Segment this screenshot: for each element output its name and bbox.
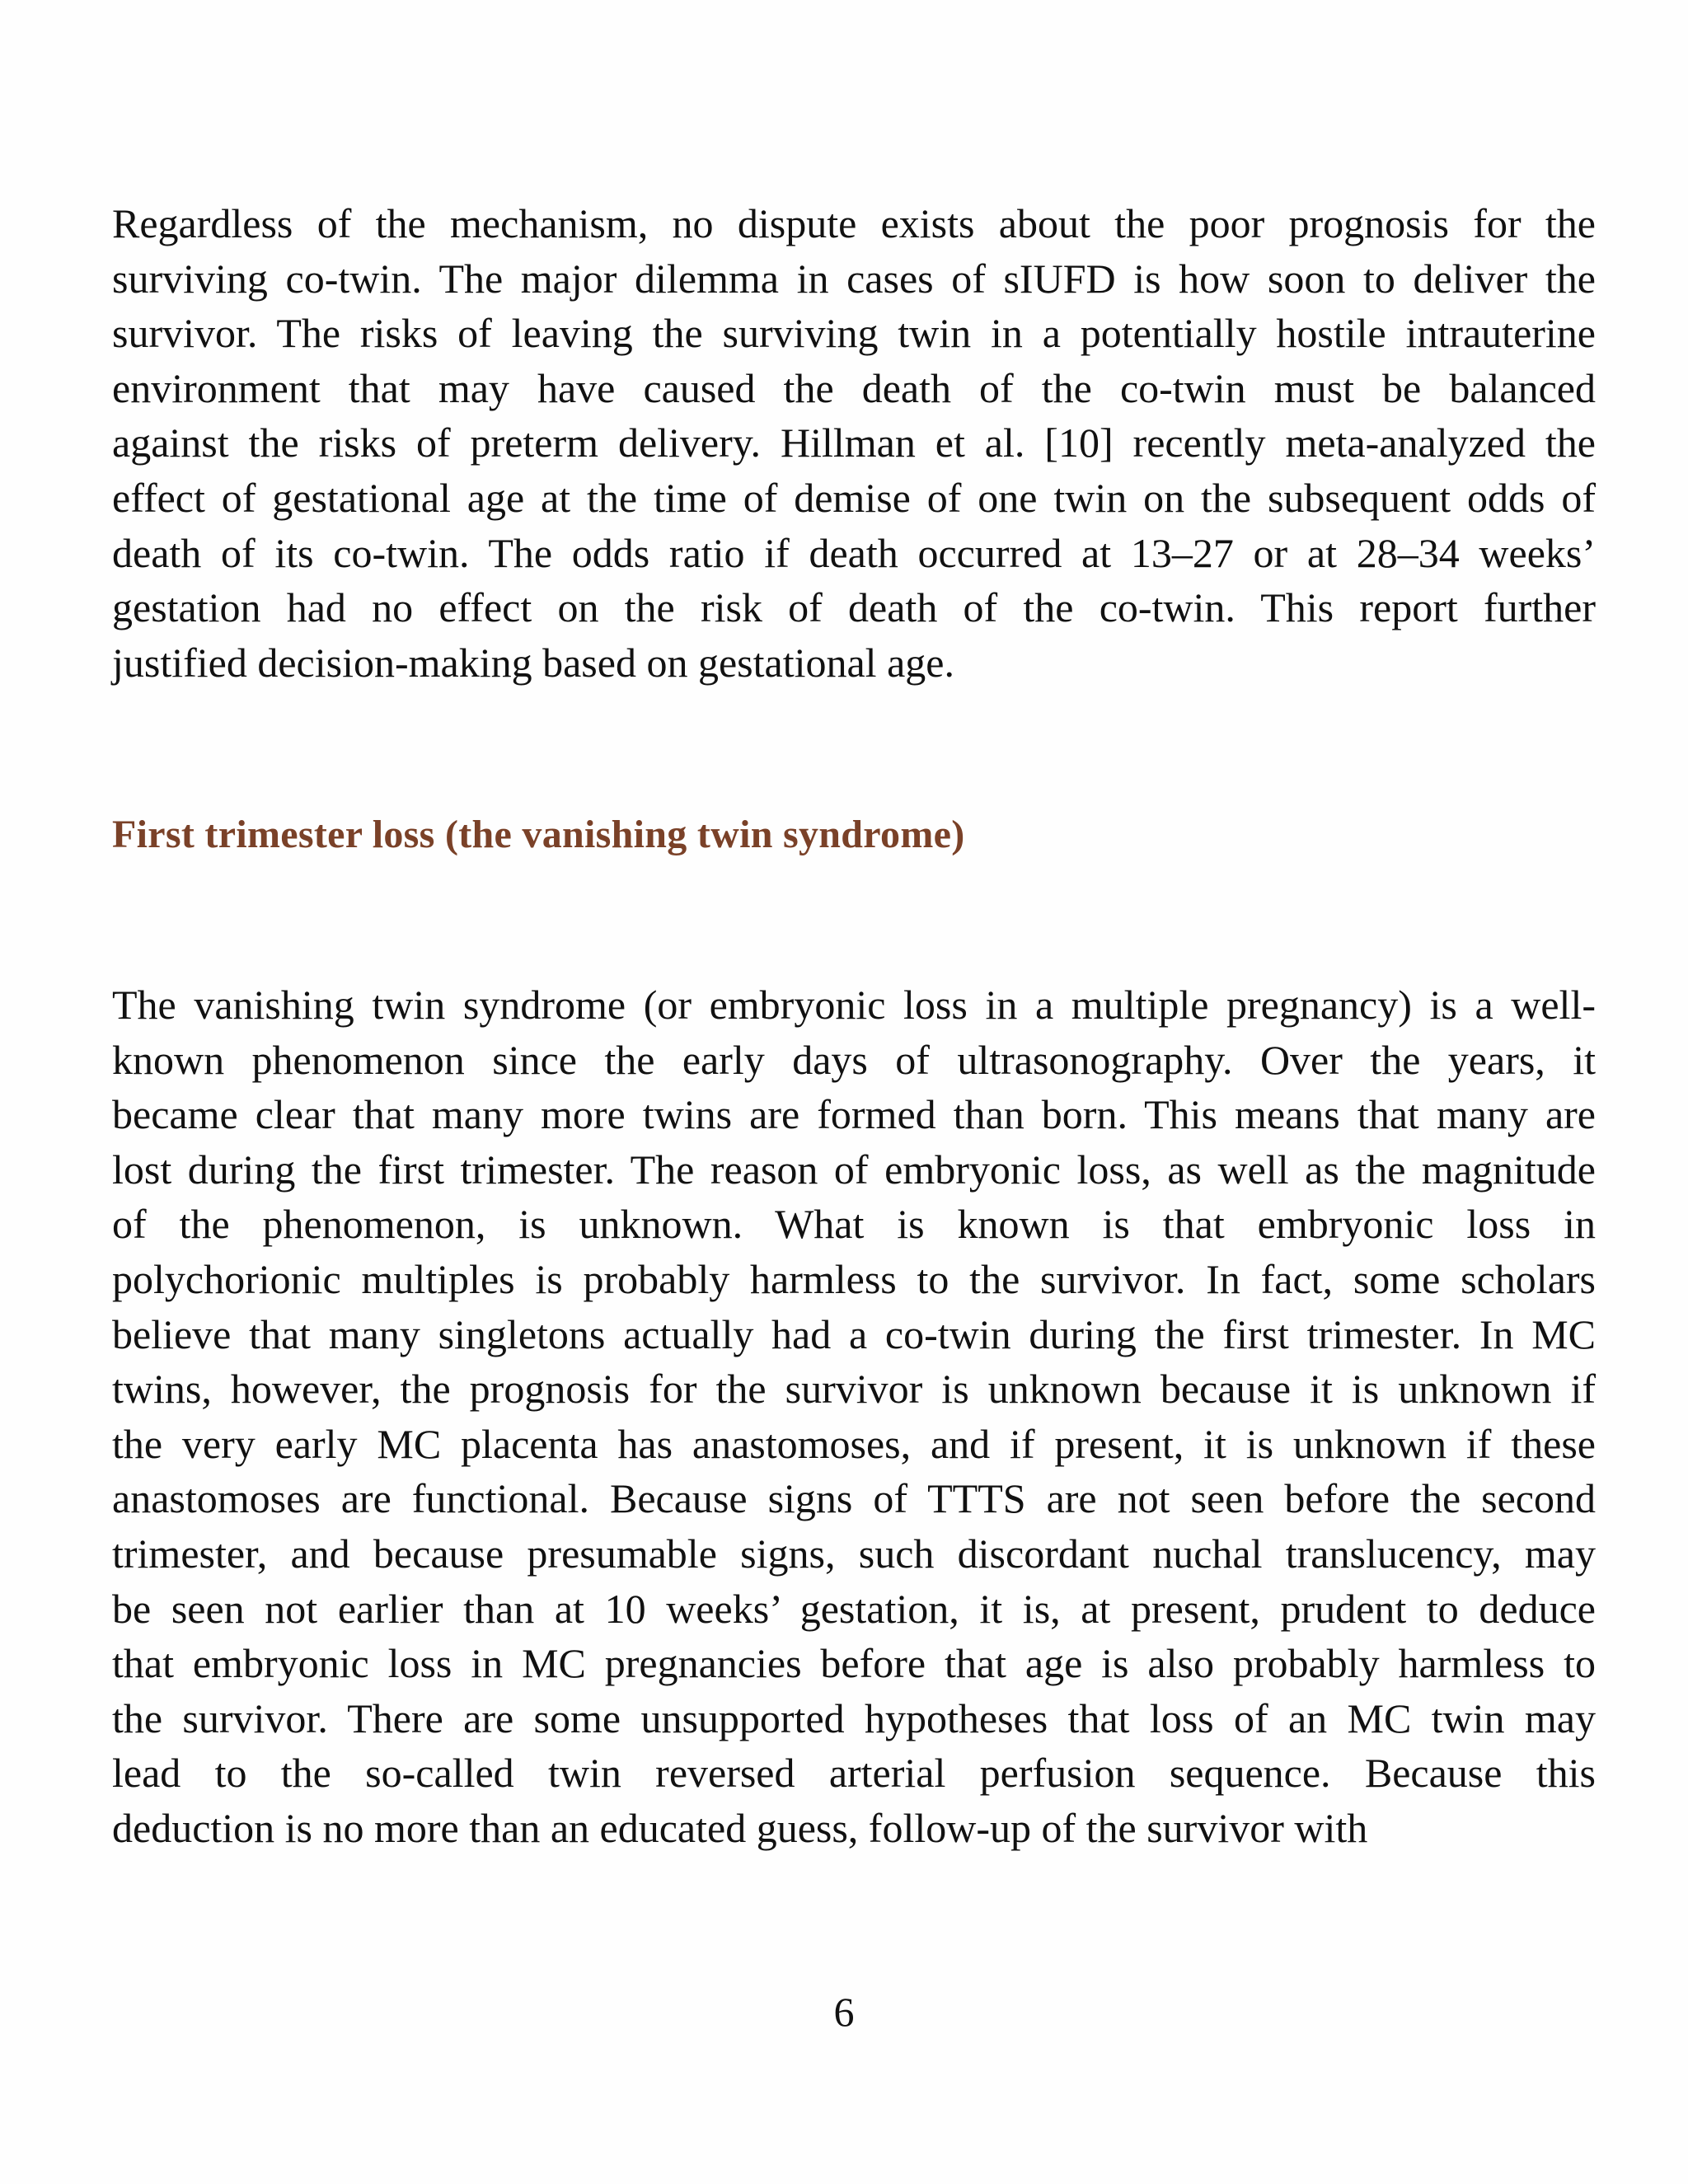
paragraph-sIUFD-delivery bbox=[112, 196, 1596, 690]
paragraph-line: the survivor. There are some unsupported hypotheses that loss of an MC twin may bbox=[112, 1694, 1596, 1741]
paragraph-line: survivor. The risks of leaving the surviving twin in a potentially hostile intrauterine bbox=[112, 310, 1596, 357]
section-heading: First trimester loss (the vanishing twin syndrome) bbox=[112, 813, 965, 856]
paragraph-line: effect of gestational age at the time of demise of one twin on the subsequent odds of bbox=[112, 474, 1596, 521]
paragraph-line: that embryonic loss in MC pregnancies before that age is also probably harmless to bbox=[112, 1640, 1596, 1687]
paragraph-line: deduction is no more than an educated guess, follow-up of the survivor with bbox=[112, 1804, 1368, 1851]
paragraph-line: justified decision-making based on gestational age. bbox=[112, 639, 954, 686]
paragraph-line: twins, however, the prognosis for the survivor is unknown because it is unknown if bbox=[112, 1366, 1596, 1413]
paragraph-line: surviving co-twin. The major dilemma in cases of sIUFD is how soon to deliver the bbox=[112, 255, 1596, 302]
paragraph-line: the very early MC placenta has anastomoses, and if present, it is unknown if these bbox=[112, 1420, 1596, 1467]
paragraph-line: polychorionic multiples is probably harmless to the survivor. In fact, some scholars bbox=[112, 1255, 1596, 1302]
paragraph-line: Regardless of the mechanism, no dispute exists about the poor prognosis for the bbox=[112, 200, 1596, 246]
page-number: 6 bbox=[833, 1989, 855, 2035]
paragraph-line: lead to the so-called twin reversed arterial perfusion sequence. Because this bbox=[112, 1750, 1596, 1797]
paragraph-line: be seen not earlier than at 10 weeks’ gestation, it is, at present, prudent to deduce bbox=[112, 1585, 1596, 1632]
paragraph-line: against the risks of preterm delivery. Hillman et al. [10] recently meta-analyzed the bbox=[112, 419, 1596, 466]
paragraph-line: of the phenomenon, is unknown. What is known is that embryonic loss in bbox=[112, 1201, 1596, 1248]
paragraph-line: The vanishing twin syndrome (or embryonic loss in a multiple pregnancy) is a well- bbox=[112, 982, 1596, 1028]
paragraph-vanishing-twin bbox=[112, 977, 1596, 1856]
paragraph-line: became clear that many more twins are formed than born. This means that many are bbox=[112, 1091, 1596, 1138]
paragraph-line: trimester, and because presumable signs, such discordant nuchal translucency, may bbox=[112, 1530, 1596, 1577]
paragraph-line: death of its co-twin. The odds ratio if death occurred at 13–27 or at 28–34 weeks’ bbox=[112, 529, 1596, 576]
paragraph-line: gestation had no effect on the risk of death of the co-twin. This report further bbox=[112, 584, 1596, 631]
paragraph-line: anastomoses are functional. Because signs of TTTS are not seen before the second bbox=[112, 1475, 1596, 1522]
paragraph-line: believe that many singletons actually had a co-twin during the first trimester. In MC bbox=[112, 1310, 1596, 1357]
paragraph-line: known phenomenon since the early days of ultrasonography. Over the years, it bbox=[112, 1036, 1596, 1083]
paragraph-line: lost during the first trimester. The reason of embryonic loss, as well as the magnitude bbox=[112, 1146, 1596, 1193]
paragraph-line: environment that may have caused the death of the co-twin must be balanced bbox=[112, 364, 1596, 411]
